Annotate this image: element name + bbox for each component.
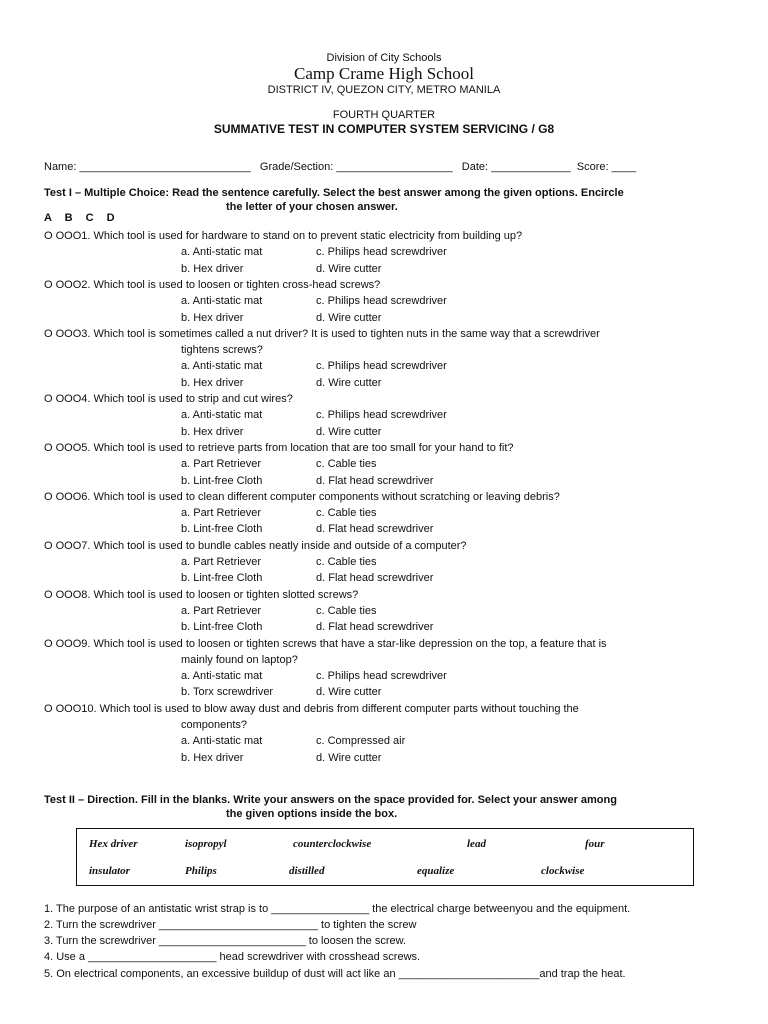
- word-bank-box: [76, 828, 694, 886]
- option-b: b. Hex driver: [181, 311, 244, 324]
- option-c: c. Philips head screwdriver: [316, 246, 447, 259]
- word-bank-item: lead: [467, 838, 486, 850]
- option-d: d. Flat head screwdriver: [316, 572, 434, 585]
- test2-direction-line2: the given options inside the box.: [226, 808, 398, 820]
- option-a: a. Anti-static mat: [181, 295, 263, 308]
- option-a: a. Anti-static mat: [181, 735, 263, 748]
- option-b: b. Torx screwdriver: [181, 686, 274, 699]
- word-bank-item: four: [585, 838, 605, 850]
- test2-direction-line1: Test II – Direction. Fill in the blanks. Write your answers on the space provided for. Select your answer among: [44, 794, 617, 806]
- fill-blank-item-4: 4. Use a _____________________ head screwdriver with crosshead screws.: [44, 951, 421, 963]
- option-d: d. Flat head screwdriver: [316, 474, 434, 487]
- option-b: b. Lint-free Cloth: [181, 621, 263, 634]
- question-2: O OOO2. Which tool is used to loosen or tighten cross-head screws?: [44, 278, 381, 291]
- test-title: SUMMATIVE TEST IN COMPUTER SYSTEM SERVICING / G8: [213, 122, 555, 136]
- option-b: b. Hex driver: [181, 262, 244, 275]
- option-c: c. Compressed air: [316, 735, 406, 748]
- option-a: a. Part Retriever: [181, 507, 262, 520]
- option-c: c. Cable ties: [316, 458, 377, 471]
- option-a: a. Anti-static mat: [181, 409, 263, 422]
- district-label: DISTRICT IV, QUEZON CITY, METRO MANILA: [267, 84, 501, 96]
- test1-direction: [44, 186, 724, 214]
- question-3: O OOO3. Which tool is sometimes called a nut driver? It is used to tighten nuts in the same way that a screwdriver: [44, 327, 600, 340]
- question-6: O OOO6. Which tool is used to clean different computer components without scratching or leaving debris?: [44, 490, 560, 503]
- word-bank-item: counterclockwise: [293, 838, 372, 850]
- question-9-continuation: mainly found on laptop?: [181, 653, 298, 666]
- option-b: b. Lint-free Cloth: [181, 474, 263, 487]
- fill-blank-item-2: 2. Turn the screwdriver __________________________ to tighten the screw: [44, 919, 417, 931]
- option-a: a. Anti-static mat: [181, 360, 263, 373]
- option-c: c. Philips head screwdriver: [316, 409, 447, 422]
- fill-blank-item-5: 5. On electrical components, an excessive buildup of dust will act like an _______________________and trap the heat.: [44, 968, 626, 980]
- option-d: d. Wire cutter: [316, 262, 382, 275]
- option-d: d. Flat head screwdriver: [316, 523, 434, 536]
- option-c: c. Cable ties: [316, 556, 377, 568]
- option-d: d. Wire cutter: [316, 686, 382, 699]
- test2-direction: [44, 793, 734, 821]
- division-label: Division of City Schools: [326, 52, 442, 64]
- school-name: Camp Crame High School: [294, 64, 474, 83]
- question-5: O OOO5. Which tool is used to retrieve parts from location that are too small for your hand to fit?: [44, 441, 514, 454]
- test1-direction-line2: the letter of your chosen answer.: [226, 201, 398, 213]
- option-c: c. Philips head screwdriver: [316, 360, 447, 373]
- option-b: b. Hex driver: [181, 376, 244, 389]
- fill-blank-item-1: 1. The purpose of an antistatic wrist strap is to ________________ the electrical charge betweenyou and the equipment.: [44, 903, 631, 915]
- option-a: a. Anti-static mat: [181, 670, 263, 683]
- option-b: b. Lint-free Cloth: [181, 572, 263, 585]
- question-1: O OOO1. Which tool is used for hardware to stand on to prevent static electricity from building up?: [44, 230, 523, 242]
- word-bank-item: clockwise: [541, 865, 585, 877]
- option-a: a. Part Retriever: [181, 458, 262, 471]
- option-d: d. Wire cutter: [316, 376, 382, 389]
- quarter-label: FOURTH QUARTER: [332, 109, 436, 121]
- question-4: O OOO4. Which tool is used to strip and cut wires?: [44, 393, 293, 405]
- answer-letters-header: A B C D: [44, 212, 120, 224]
- question-7: O OOO7. Which tool is used to bundle cables neatly inside and outside of a computer?: [44, 539, 467, 552]
- option-d: d. Wire cutter: [316, 425, 382, 438]
- option-c: c. Philips head screwdriver: [316, 295, 447, 308]
- option-a: a. Anti-static mat: [181, 246, 263, 259]
- option-b: b. Hex driver: [181, 425, 244, 438]
- option-d: d. Wire cutter: [316, 751, 382, 764]
- option-b: b. Hex driver: [181, 751, 244, 764]
- option-c: c. Philips head screwdriver: [316, 670, 447, 683]
- word-bank-item: Philips: [185, 865, 217, 877]
- option-a: a. Part Retriever: [181, 604, 262, 617]
- fill-blank-item-3: 3. Turn the screwdriver ________________________ to loosen the screw.: [44, 935, 407, 947]
- test1-direction-line1: Test I – Multiple Choice: Read the sentence carefully. Select the best answer among the given options. Encircle: [44, 187, 624, 199]
- word-bank-item: insulator: [89, 865, 130, 877]
- option-b: b. Lint-free Cloth: [181, 523, 263, 536]
- student-info-line: Name: ____________________________ Grade/Section: ___________________ Date: _____________ Score: ____: [44, 161, 637, 173]
- question-9: O OOO9. Which tool is used to loosen or tighten screws that have a star-like depression on the top, a feature that is: [44, 637, 607, 650]
- option-d: d. Wire cutter: [316, 311, 382, 324]
- question-10: O OOO10. Which tool is used to blow away dust and debris from different computer parts without touching the: [44, 702, 579, 715]
- option-d: d. Flat head screwdriver: [316, 621, 434, 634]
- word-bank-item: Hex driver: [89, 838, 138, 850]
- option-c: c. Cable ties: [316, 604, 377, 617]
- question-10-continuation: components?: [181, 719, 248, 731]
- word-bank-item: distilled: [289, 865, 325, 877]
- question-3-continuation: tightens screws?: [181, 344, 263, 357]
- option-a: a. Part Retriever: [181, 556, 262, 568]
- question-8: O OOO8. Which tool is used to loosen or tighten slotted screws?: [44, 588, 359, 601]
- word-bank-item: equalize: [417, 865, 455, 877]
- word-bank-item: isopropyl: [185, 838, 227, 850]
- option-c: c. Cable ties: [316, 507, 377, 520]
